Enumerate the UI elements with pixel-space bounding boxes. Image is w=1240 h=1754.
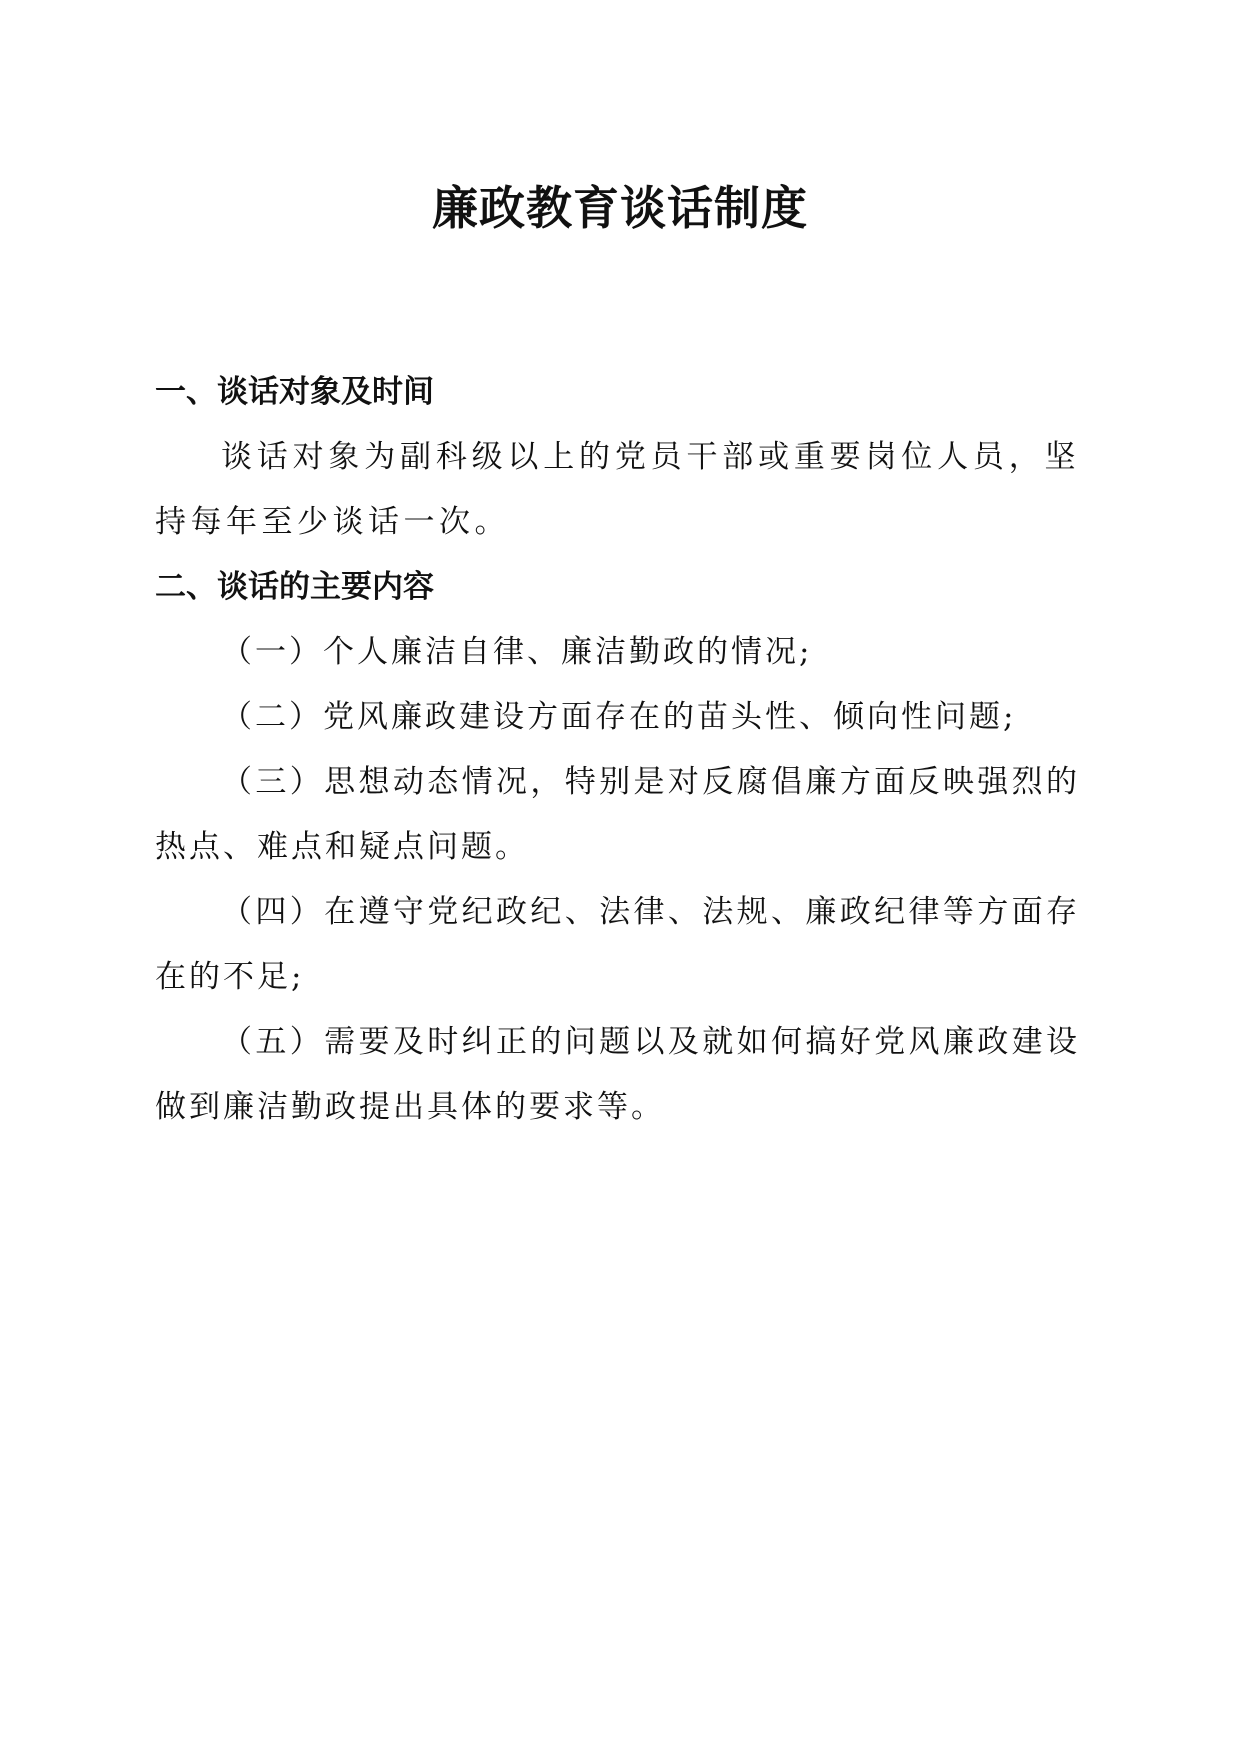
section-1: [155, 360, 1080, 555]
list-item: （五）需要及时纠正的问题以及就如何搞好党风廉政建设做到廉洁勤政提出具体的要求等。: [155, 1024, 1080, 1125]
list-item: （四）在遵守党纪政纪、法律、法规、廉政纪律等方面存在的不足;: [155, 894, 1080, 995]
section-heading: 二、谈话的主要内容: [155, 569, 434, 605]
section-paragraph: 谈话对象为副科级以上的党员干部或重要岗位人员，坚持每年至少谈话一次。: [155, 439, 1080, 540]
list-item: （二）党风廉政建设方面存在的苗头性、倾向性问题;: [221, 699, 1017, 735]
list-item: （三）思想动态情况，特别是对反腐倡廉方面反映强烈的热点、难点和疑点问题。: [155, 764, 1080, 865]
list-item: （一）个人廉洁自律、廉洁勤政的情况;: [221, 634, 813, 670]
section-2: [155, 555, 1080, 1140]
document-title: 廉政教育谈话制度: [432, 181, 808, 235]
document-body: [155, 360, 1080, 1140]
section-heading: 一、谈话对象及时间: [155, 374, 434, 410]
